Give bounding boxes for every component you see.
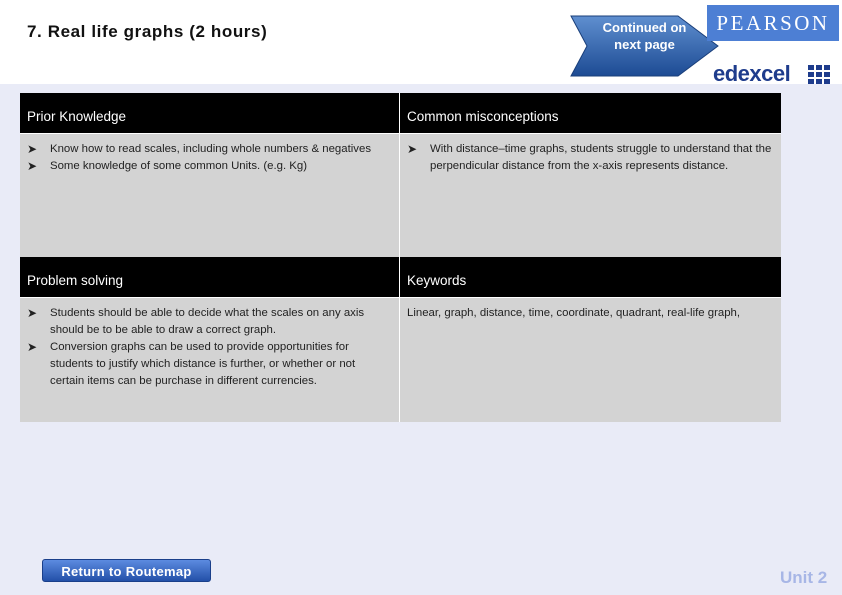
page-header bbox=[0, 0, 842, 84]
edexcel-grid-icon bbox=[808, 65, 832, 85]
misconceptions-list bbox=[407, 141, 773, 175]
list-item: ➤ With distance–time graphs, students struggle to understand that the perpendicular distance from the x-axis represents distance. bbox=[407, 142, 772, 172]
list-item: ➤ Some knowledge of some common Units. (e.g. Kg) bbox=[27, 159, 308, 173]
list-item: ➤ Know how to read scales, including whole numbers & negatives bbox=[27, 142, 372, 156]
problem-solving-list bbox=[27, 305, 391, 390]
problem-solving-heading: Problem solving bbox=[20, 257, 400, 297]
table-row bbox=[20, 93, 781, 133]
unit-label: Unit 2 bbox=[780, 568, 828, 587]
unit-overview-table bbox=[20, 93, 781, 422]
arrow-bullet-icon: ➤ bbox=[27, 306, 38, 320]
prior-knowledge-list bbox=[27, 141, 391, 175]
arrow-bullet-icon: ➤ bbox=[27, 340, 38, 354]
page-title: 7. Real life graphs (2 hours) bbox=[27, 22, 268, 41]
prior-knowledge-cell bbox=[20, 133, 400, 257]
prior-knowledge-heading: Prior Knowledge bbox=[20, 93, 400, 133]
keywords-cell bbox=[400, 297, 781, 422]
misconceptions-cell bbox=[400, 133, 781, 257]
table-row bbox=[20, 133, 781, 257]
list-item: ➤ Students should be able to decide what the scales on any axis should be to be able to draw a correct graph. bbox=[27, 306, 365, 336]
pearson-logo: PEARSON bbox=[707, 5, 839, 41]
keywords-heading: Keywords bbox=[400, 257, 781, 297]
keywords-text: Linear, graph, distance, time, coordinate, quadrant, real-life graph, bbox=[407, 307, 741, 319]
edexcel-logo: edexcel bbox=[713, 61, 791, 86]
problem-solving-cell bbox=[20, 297, 400, 422]
continued-label: Continued on next page bbox=[602, 20, 687, 52]
arrow-bullet-icon: ➤ bbox=[27, 159, 38, 173]
return-to-routemap-button[interactable]: Return to Routemap bbox=[42, 559, 211, 582]
list-item: ➤ Conversion graphs can be used to provide opportunities for students to justify which distance is further, or whether or not certain items can be purchase in different currencies. bbox=[27, 340, 356, 387]
arrow-bullet-icon: ➤ bbox=[27, 142, 38, 156]
table-row bbox=[20, 257, 781, 297]
arrow-bullet-icon: ➤ bbox=[407, 142, 418, 156]
misconceptions-heading: Common misconceptions bbox=[400, 93, 781, 133]
table-row bbox=[20, 297, 781, 422]
continued-arrow-button[interactable] bbox=[570, 15, 720, 77]
